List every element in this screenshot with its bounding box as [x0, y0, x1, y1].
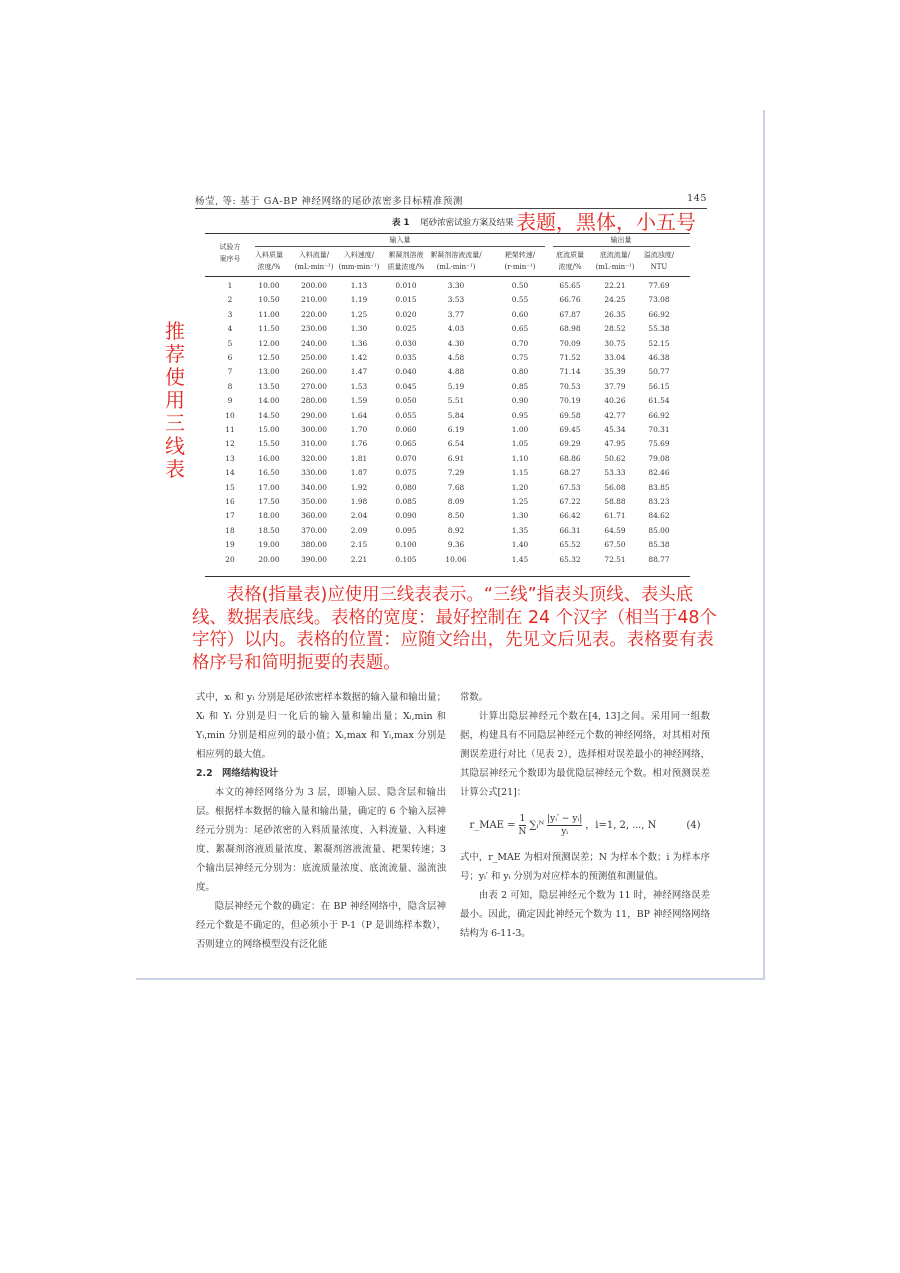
table-cell: 66.92: [648, 309, 670, 319]
table-cell: 19.00: [258, 540, 280, 550]
side-char: 使: [165, 365, 185, 389]
table-cell: 65.65: [559, 281, 581, 290]
table-cell: 4.58: [447, 353, 465, 362]
table-cell: 370.00: [301, 525, 327, 535]
equation-den: yᵢ: [561, 826, 569, 837]
table-cell: 1.25: [511, 497, 529, 506]
annotation-paragraph: 表格(指量表)应使用三线表表示。“三线”指表头顶线、表头底线、数据表底线。表格的宽度：最好控制在 24 个汉字（相当于48个字符）以内。表格的位置：应随文给出，先见文后见表。表格要有表格序号和简明扼要的表题。: [192, 585, 717, 673]
table-cell: 4.03: [447, 324, 465, 334]
row-number-cell: 19: [225, 540, 235, 550]
column-header: 底流质量: [556, 251, 584, 259]
equation-num: |yᵢ′ − yᵢ|: [547, 813, 583, 824]
table-cell: 0.030: [395, 338, 417, 348]
side-char: 荐: [165, 342, 185, 366]
page-number: 145: [687, 193, 707, 204]
table-cell: 340.00: [301, 482, 327, 492]
table-cell: 6.91: [447, 453, 465, 463]
table-caption: [392, 216, 514, 228]
table-cell: 0.070: [395, 453, 417, 463]
body-paragraph: 本文的神经网络分为 3 层，即输入层、隐含层和输出层。根据样本数据的输入量和输出量，确定的 6 个输入层神经元分别为：尾砂浓密的入料质量浓度、入料流量、入料速度、絮凝剂溶液质量浓度、絮凝剂溶液流量、耙架转速；3 个输出层神经元分别为：底流质量浓度、底流流量、溢流浊度。: [196, 787, 446, 893]
table-cell: 16.00: [258, 453, 280, 463]
table-cell: 68.98: [559, 324, 581, 334]
table-cell: 58.88: [604, 497, 626, 506]
table-cell: 1.10: [511, 453, 529, 463]
equation-fraction: [519, 813, 527, 838]
table-cell: 28.52: [604, 324, 626, 334]
table-cell: 0.80: [511, 367, 529, 377]
table-cell: 84.62: [648, 511, 670, 521]
table-cell: 30.75: [604, 338, 626, 348]
table-cell: 14.50: [258, 410, 280, 420]
table-number: 表 1: [392, 218, 410, 228]
table-cell: 2.21: [350, 554, 368, 564]
table-cell: 37.79: [604, 381, 626, 391]
row-number-cell: 20: [225, 554, 235, 564]
table-cell: 73.08: [648, 295, 670, 305]
output-group-label: 输出量: [610, 236, 632, 244]
table-cell: 1.53: [350, 381, 368, 391]
row-number-cell: 5: [227, 338, 233, 348]
table-cell: 1.35: [511, 525, 529, 535]
row-header-label: 试验方: [219, 243, 241, 251]
column-header: (mL·min⁻¹): [294, 263, 334, 271]
equation-num: 1: [519, 813, 526, 824]
table-cell: 0.010: [395, 281, 417, 290]
table-cell: 26.35: [604, 309, 626, 319]
table-cell: 85.38: [648, 540, 670, 550]
table-cell: 1.98: [350, 497, 368, 506]
table-cell: 67.87: [559, 309, 581, 319]
table-cell: 0.085: [395, 497, 417, 506]
body-paragraph: 常数。: [460, 692, 489, 703]
table-cell: 47.95: [604, 439, 626, 449]
table-top-rule: [205, 233, 690, 234]
table-cell: 1.92: [350, 482, 368, 492]
table-title: 尾砂浓密试验方案及结果: [420, 218, 514, 228]
table-cell: 18.00: [258, 511, 280, 521]
side-char: 表: [165, 457, 185, 481]
table-cell: 0.90: [511, 396, 529, 406]
table-cell: 70.53: [559, 381, 581, 391]
table-cell: 79.08: [648, 453, 670, 463]
column-header: 浓度/%: [558, 263, 582, 271]
body-paragraph: 式中，r_MAE 为相对预测误差；N 为样本个数；i 为样本序号；yᵢ′ 和 yᵢ 分别为对应样本的预测值和测量值。: [460, 852, 710, 882]
body-paragraph: 由表 2 可知，隐层神经元个数为 11 时，神经网络误差最小。因此，确定因此神经元个数为 11，BP 神经网络网络结构为 6-11-3。: [460, 890, 710, 939]
table-cell: 66.76: [559, 295, 581, 305]
column-header: (r·min⁻¹): [504, 263, 536, 271]
table-cell: 1.30: [350, 324, 368, 334]
table-cell: 0.025: [395, 324, 417, 334]
table-cell: 5.84: [447, 410, 465, 420]
table-cell: 260.00: [301, 367, 327, 377]
table-cell: 64.59: [604, 525, 626, 535]
table-cell: 75.69: [648, 439, 670, 449]
row-number-cell: 2: [227, 295, 233, 305]
table-cell: 2.09: [350, 525, 368, 535]
row-number-cell: 10: [225, 410, 235, 420]
equation-range: ，i=1, 2, ⋯, N: [585, 819, 657, 831]
table-cell: 1.45: [511, 554, 529, 564]
table-cell: 330.00: [301, 468, 327, 478]
table-cell: 280.00: [301, 396, 327, 406]
table-cell: 380.00: [301, 540, 327, 550]
table-cell: 88.77: [648, 554, 670, 564]
table-cell: 15.50: [258, 439, 280, 449]
row-number-cell: 16: [225, 497, 235, 506]
table-cell: 7.68: [447, 482, 465, 492]
table-cell: 55.38: [648, 324, 670, 334]
table-cell: 2.04: [350, 511, 368, 521]
table-cell: 83.23: [648, 497, 670, 506]
table-cell: 52.15: [648, 338, 670, 348]
table-cell: 250.00: [301, 353, 327, 362]
table-cell: 53.33: [604, 468, 626, 478]
body-left-column: [196, 688, 446, 954]
output-group-rule: [553, 246, 690, 247]
row-header-label: 案序号: [219, 255, 241, 263]
table-cell: 18.50: [258, 525, 280, 535]
table-cell: 270.00: [301, 381, 327, 391]
table-cell: 42.77: [604, 410, 626, 420]
table-cell: 24.25: [604, 295, 626, 305]
table-cell: 0.60: [511, 309, 529, 319]
table-cell: 45.34: [604, 425, 626, 434]
table-cell: 82.46: [648, 468, 670, 478]
row-number-cell: 4: [227, 324, 233, 334]
table-cell: 1.25: [350, 309, 368, 319]
table-cell: 46.38: [648, 353, 670, 362]
table-cell: 70.09: [559, 338, 581, 348]
table-cell: 22.21: [604, 281, 626, 290]
column-header: (mm·min⁻¹): [338, 263, 380, 271]
table-cell: 69.29: [559, 439, 581, 449]
table-cell: 3.53: [447, 295, 465, 305]
table-cell: 69.58: [559, 410, 581, 420]
table-cell: 0.100: [395, 540, 417, 550]
table-cell: 240.00: [301, 338, 327, 348]
table-cell: 13.00: [258, 367, 280, 377]
table-bottom-rule: [205, 576, 690, 577]
table-cell: 33.04: [604, 353, 626, 362]
table-cell: 67.50: [604, 540, 626, 550]
table-cell: 8.09: [447, 497, 465, 506]
table-cell: 1.70: [350, 425, 368, 434]
row-number-cell: 14: [225, 468, 235, 478]
table-cell: 0.65: [511, 324, 529, 334]
table-cell: 3.77: [447, 309, 465, 319]
column-header: 耙架转速/: [504, 251, 536, 259]
table-cell: 10.00: [258, 281, 280, 290]
table-cell: 290.00: [301, 410, 327, 420]
table-cell: 1.20: [511, 482, 529, 492]
table-cell: 66.42: [559, 511, 581, 521]
table-cell: 72.51: [604, 554, 626, 564]
table-cell: 0.090: [395, 511, 417, 521]
table-cell: 85.00: [648, 525, 670, 535]
table-cell: 1.36: [350, 338, 368, 348]
column-header: 底流流量/: [599, 251, 631, 259]
table-cell: 0.035: [395, 353, 417, 362]
running-head-title: 杨莹, 等: 基于 GA-BP 神经网络的尾砂浓密多目标精准预测: [195, 196, 464, 207]
caption-annotation: 表题，黑体，小五号: [516, 210, 696, 234]
table-cell: 1.13: [350, 281, 368, 290]
table-cell: 1.05: [511, 439, 529, 449]
row-number-cell: 13: [225, 453, 235, 463]
row-number-cell: 3: [227, 309, 233, 319]
table-cell: 61.71: [604, 511, 626, 521]
table-cell: 56.15: [648, 381, 670, 391]
table-cell: 68.86: [559, 453, 581, 463]
side-annotation: [160, 320, 190, 481]
input-group-rule: [255, 246, 545, 247]
table-cell: 14.00: [258, 396, 280, 406]
table-cell: 0.045: [395, 381, 417, 391]
table-cell: 6.19: [447, 425, 465, 434]
table-cell: 0.55: [511, 295, 529, 305]
equation-lhs: r_MAE =: [469, 819, 516, 831]
row-number-cell: 11: [225, 425, 235, 434]
body-paragraph: 隐层神经元个数的确定：在 BP 神经网络中，隐含层神经元个数是不确定的，但必须小于 P-1（P 是训练样本数），否则建立的网络模型没有泛化能: [196, 901, 446, 950]
side-char: 三: [165, 411, 185, 435]
table-cell: 0.075: [395, 468, 417, 478]
table-cell: 77.69: [648, 281, 670, 290]
table-cell: 4.88: [447, 367, 465, 377]
table-cell: 0.065: [395, 439, 417, 449]
side-char: 用: [165, 388, 185, 412]
table-cell: 9.36: [447, 540, 465, 550]
table-cell: 71.14: [559, 367, 581, 377]
column-header: 絮凝剂溶液: [388, 251, 424, 259]
table-cell: 83.85: [648, 482, 670, 492]
table-cell: 310.00: [301, 439, 327, 449]
table-cell: 8.92: [447, 525, 465, 535]
equation-number: (4): [686, 819, 701, 831]
table-cell: 1.59: [350, 396, 368, 406]
table-cell: 0.75: [511, 353, 529, 362]
table-cell: 1.47: [350, 367, 368, 377]
table-cell: 0.015: [395, 295, 417, 305]
table-cell: 12.00: [258, 338, 280, 348]
table-cell: 1.64: [350, 410, 368, 420]
table-cell: 1.00: [511, 425, 529, 434]
table-cell: 1.40: [511, 540, 529, 550]
side-char: 推: [165, 319, 185, 343]
table-cell: 4.30: [447, 338, 465, 348]
table-cell: 17.50: [258, 497, 280, 506]
table-cell: 0.85: [511, 381, 529, 391]
table-cell: 360.00: [301, 511, 327, 521]
table-cell: 65.32: [559, 554, 581, 564]
table-cell: 0.060: [395, 425, 417, 434]
row-number-cell: 12: [225, 439, 235, 449]
column-header: NTU: [650, 263, 668, 271]
table-cell: 0.020: [395, 309, 417, 319]
table-cell: 1.30: [511, 511, 529, 521]
table-cell: 15.00: [258, 425, 280, 434]
table-cell: 5.19: [447, 381, 465, 391]
table-cell: 65.52: [559, 540, 581, 550]
row-number-cell: 9: [227, 396, 233, 406]
table-cell: 5.51: [447, 396, 465, 406]
equation-fraction: [547, 813, 582, 838]
table-cell: 0.105: [395, 554, 417, 564]
table-cell: 350.00: [301, 497, 327, 506]
table-cell: 7.29: [447, 468, 465, 478]
table-cell: 71.52: [559, 353, 581, 362]
row-number-cell: 1: [227, 281, 233, 290]
table-cell: 40.26: [604, 396, 626, 406]
row-number-cell: 17: [225, 511, 235, 521]
input-group-label: 输入量: [389, 236, 411, 244]
table-cell: 68.27: [559, 468, 581, 478]
table-cell: 67.22: [559, 497, 581, 506]
table-cell: 70.31: [648, 425, 670, 434]
table-cell: 11.50: [258, 324, 280, 334]
table-cell: 10.50: [258, 295, 280, 305]
table-cell: 6.54: [447, 439, 465, 449]
body-right-column: [460, 688, 710, 943]
table-cell: 1.15: [511, 468, 529, 478]
table-cell: 13.50: [258, 381, 280, 391]
column-header: 入料速度/: [343, 251, 375, 259]
table-cell: 70.19: [559, 396, 581, 406]
column-header: 絮凝剂溶液流量/: [430, 251, 482, 259]
table-cell: 0.080: [395, 482, 417, 492]
equation-den: N: [518, 826, 527, 837]
row-number-cell: 6: [227, 353, 233, 362]
table-cell: 20.00: [258, 554, 280, 564]
table-cell: 16.50: [258, 468, 280, 478]
table-cell: 66.31: [559, 525, 581, 535]
column-header: (mL·min⁻¹): [595, 263, 635, 271]
table-cell: 66.92: [648, 410, 670, 420]
column-header: 浓度/%: [257, 263, 281, 271]
table-cell: 2.15: [350, 540, 368, 550]
table-cell: 0.055: [395, 410, 417, 420]
equation-sum: ∑ᵢᴺ: [529, 819, 545, 831]
column-header: 入料质量: [255, 251, 283, 259]
column-header: 入料流量/: [298, 251, 330, 259]
table-cell: 17.00: [258, 482, 280, 492]
table-cell: 50.77: [648, 367, 670, 377]
table-cell: 1.87: [350, 468, 368, 478]
section-heading: 2.2 网络结构设计: [196, 768, 279, 779]
table-cell: 1.81: [350, 453, 368, 463]
table-cell: 56.08: [604, 482, 626, 492]
row-number-cell: 15: [225, 482, 235, 492]
table-cell: 10.06: [445, 554, 467, 564]
table-cell: 11.00: [258, 309, 280, 319]
row-number-cell: 7: [227, 367, 233, 377]
table-cell: 220.00: [301, 309, 327, 319]
table-cell: 61.54: [648, 396, 670, 406]
table-cell: 1.42: [350, 353, 368, 362]
table-cell: 50.62: [604, 453, 626, 463]
table-cell: 200.00: [301, 281, 327, 290]
table-cell: 1.19: [350, 295, 368, 305]
equation-4: [460, 802, 710, 848]
table-cell: 0.70: [511, 338, 529, 348]
table-cell: 390.00: [301, 554, 327, 564]
table-cell: 0.040: [395, 367, 417, 377]
table-cell: 1.76: [350, 439, 368, 449]
table-cell: 12.50: [258, 353, 280, 362]
row-number-cell: 18: [225, 525, 235, 535]
table-cell: 3.30: [447, 281, 465, 290]
table-cell: 0.50: [511, 281, 529, 290]
table-cell: 0.095: [395, 525, 417, 535]
table-header-rule: [205, 276, 690, 277]
column-header: 溢流浊度/: [643, 251, 675, 259]
table-cell: 0.95: [511, 410, 529, 420]
table-cell: 210.00: [301, 295, 327, 305]
table-cell: 230.00: [301, 324, 327, 334]
table-cell: 320.00: [301, 453, 327, 463]
table-cell: 69.45: [559, 425, 581, 434]
side-char: 线: [165, 434, 185, 458]
table-cell: 67.53: [559, 482, 581, 492]
column-header: 质量浓度/%: [387, 263, 425, 271]
column-header: (mL·min⁻¹): [436, 263, 476, 271]
table-cell: 35.39: [604, 367, 626, 377]
table-cell: 8.50: [447, 511, 465, 521]
body-paragraph: 计算出隐层神经元个数在[4, 13]之间。采用同一组数据，构建具有不同隐层神经元个数的神经网络，对其相对预测误差进行对比（见表 2），选择相对误差最小的神经网络，其隐层神经元个数即为最优隐层神经元个数。相对预测误差计算公式[21]：: [460, 711, 710, 798]
table-cell: 0.050: [395, 396, 417, 406]
table-cell: 300.00: [301, 425, 327, 434]
body-paragraph: 式中，xᵢ 和 yᵢ 分别是尾砂浓密样本数据的输入量和输出量；Xᵢ 和 Yᵢ 分别是归一化后的输入量和输出量；Xᵢ,min 和 Yᵢ,min 分别是相应列的最小值；Xᵢ,max 和 Yᵢ,max 分别是相应列的最大值。: [196, 692, 446, 760]
row-number-cell: 8: [227, 381, 233, 391]
